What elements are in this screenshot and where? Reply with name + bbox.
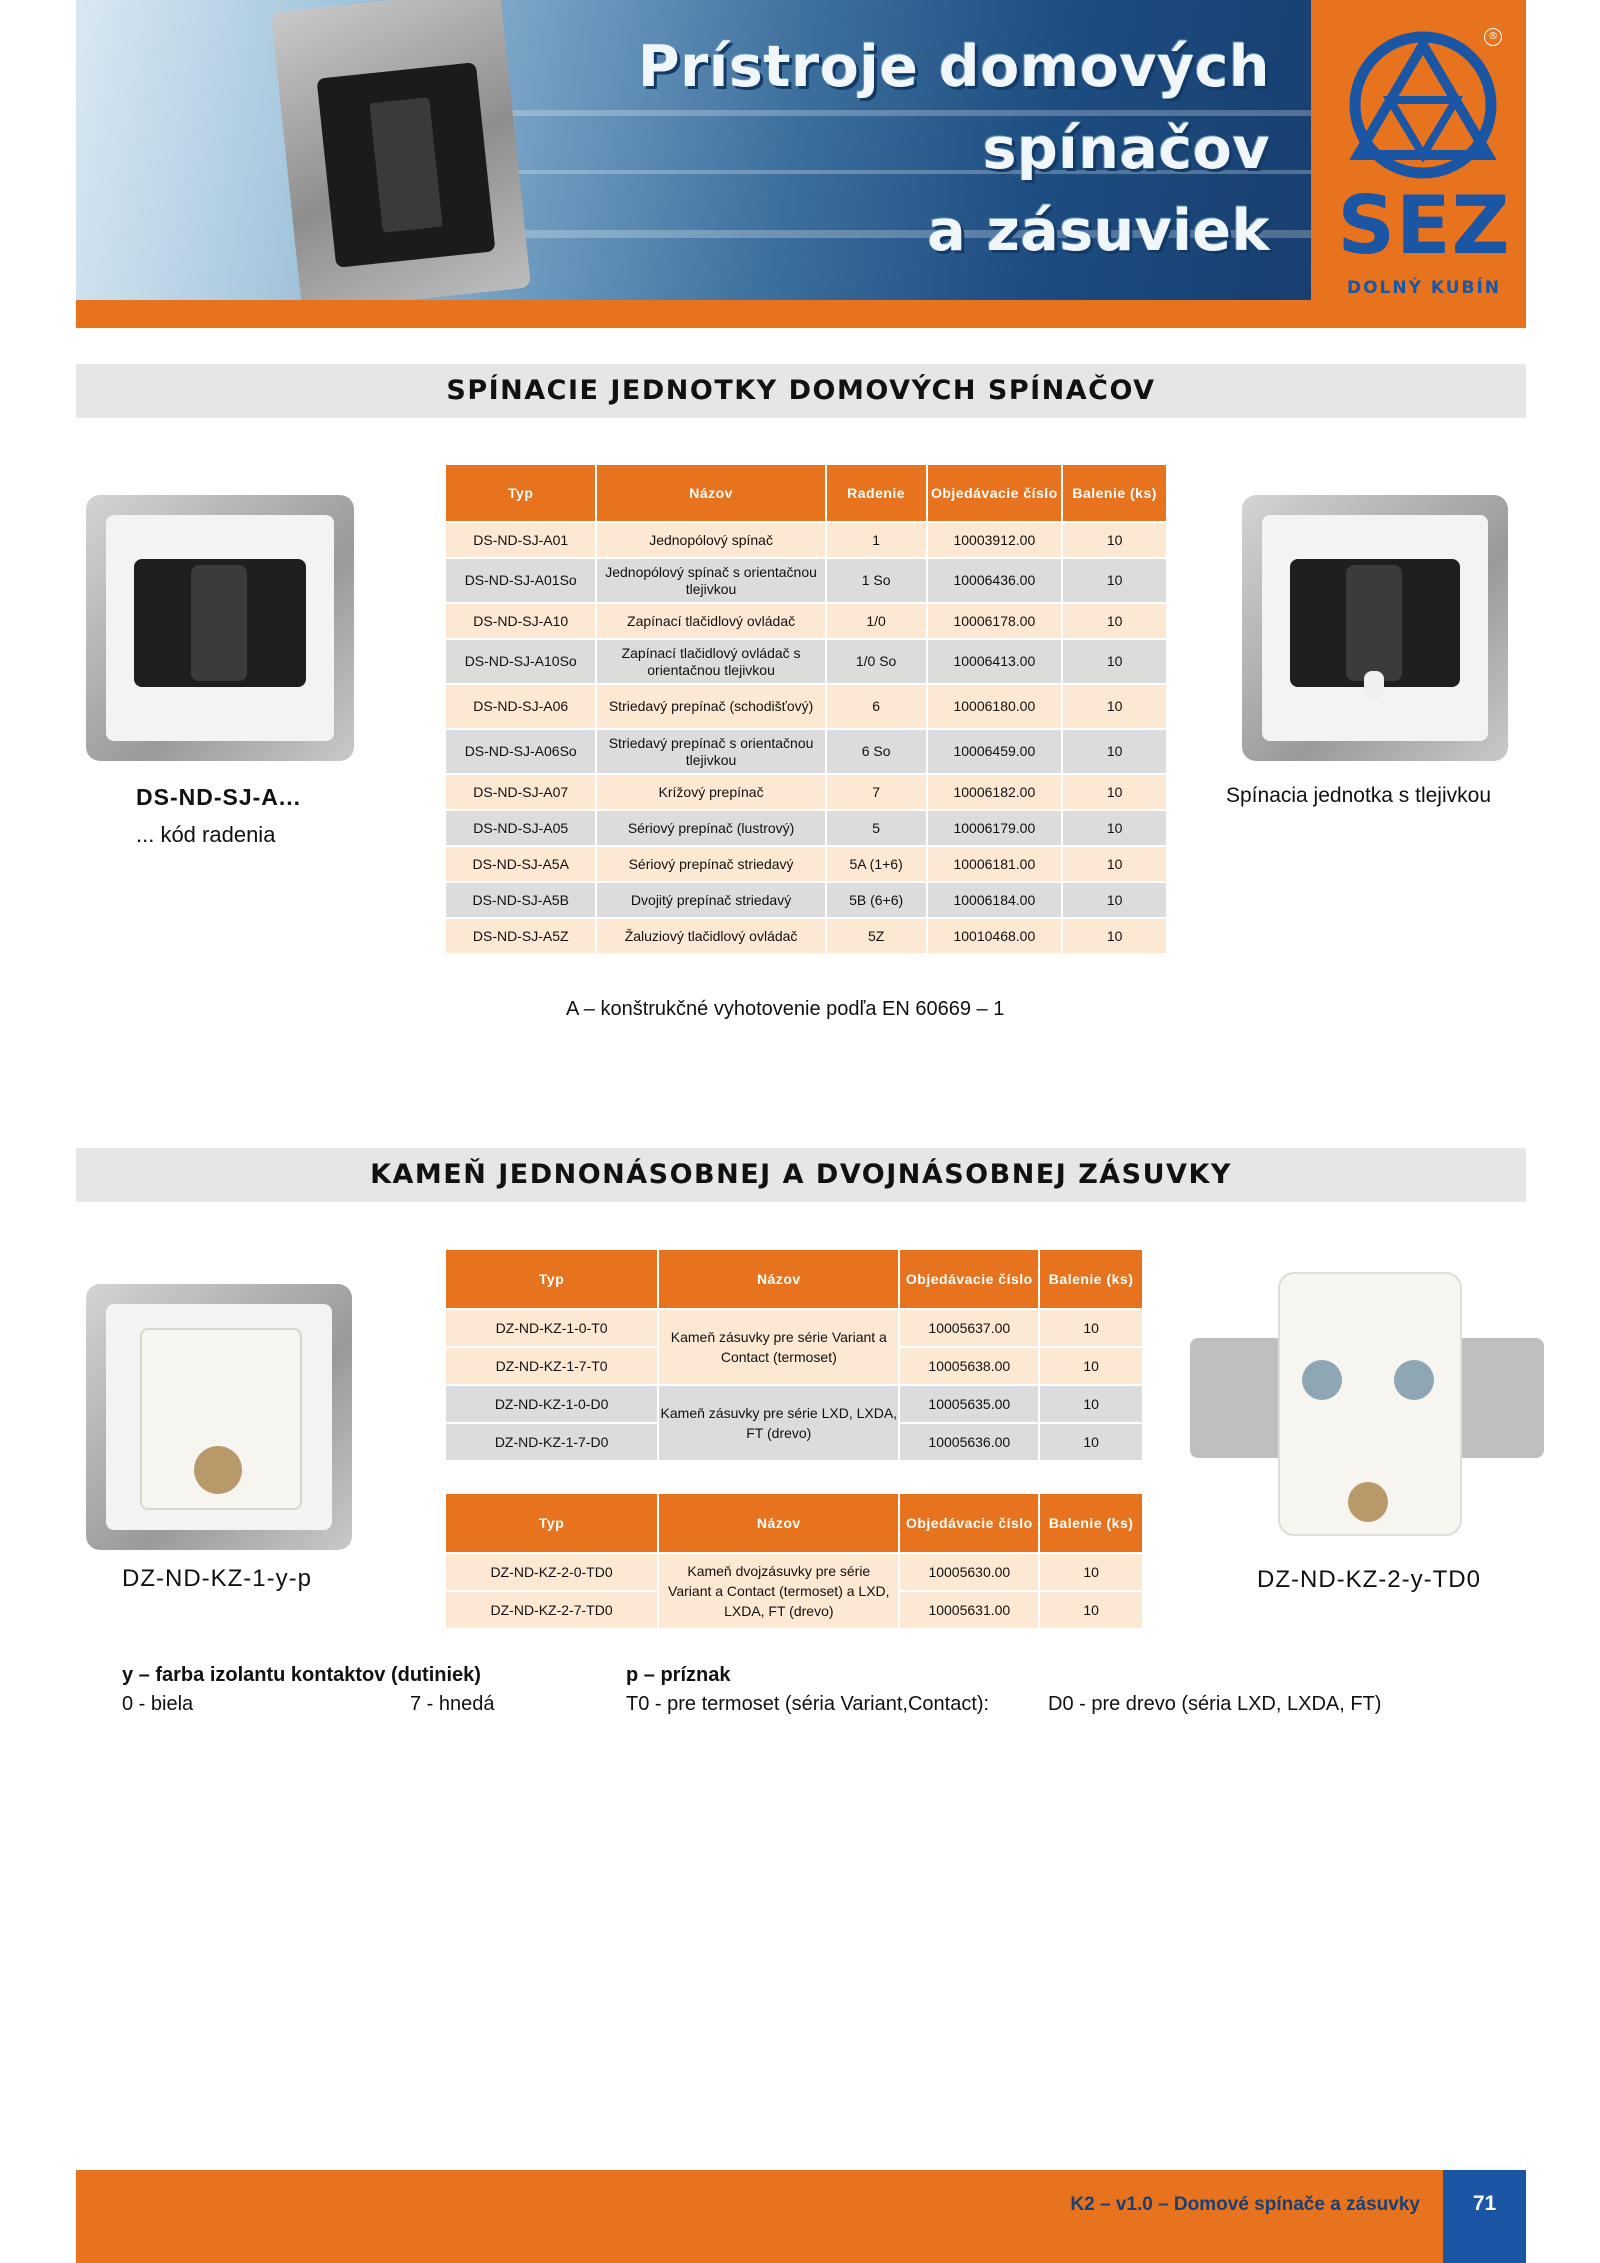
radenie-cell: 7 xyxy=(826,774,927,810)
typ-cell: DS-ND-SJ-A5B xyxy=(445,882,596,918)
cislo-cell: 10005638.00 xyxy=(899,1347,1039,1385)
col-header-cislo: Objedávacie číslo xyxy=(899,1249,1039,1309)
cislo-cell: 10006436.00 xyxy=(927,558,1063,603)
nazov-cell: Krížový prepínač xyxy=(596,774,825,810)
nazov-cell: Kameň dvojzásuvky pre série Variant a Contact (termoset) a LXD, LXDA, FT (drevo) xyxy=(658,1553,899,1629)
radenie-cell: 1 So xyxy=(826,558,927,603)
typ-cell: DS-ND-SJ-A5A xyxy=(445,846,596,882)
col-header-typ: Typ xyxy=(445,464,596,522)
balenie-cell: 10 xyxy=(1062,522,1167,558)
double-socket-photo xyxy=(1190,1252,1544,1542)
title-line-2: spínačov xyxy=(982,116,1270,182)
cislo-cell: 10005636.00 xyxy=(899,1423,1039,1461)
radenie-cell: 5Z xyxy=(826,918,927,954)
legend-y-title: y – farba izolantu kontaktov (dutiniek) xyxy=(122,1664,481,1686)
col-header-cislo: Objedávacie číslo xyxy=(927,464,1063,522)
typ-cell: DZ-ND-KZ-1-0-D0 xyxy=(445,1385,658,1423)
legend-y-7: 7 - hnedá xyxy=(410,1693,495,1715)
balenie-cell: 10 xyxy=(1039,1309,1143,1347)
typ-cell: DZ-ND-KZ-2-7-TD0 xyxy=(445,1591,658,1629)
col-header-nazov: Názov xyxy=(658,1493,899,1553)
table-row xyxy=(445,882,1167,918)
section-heading-socket-stones: KAMEŇ JEDNONÁSOBNEJ A DVOJNÁSOBNEJ ZÁSUVKY xyxy=(76,1148,1526,1202)
typ-cell: DZ-ND-KZ-2-0-TD0 xyxy=(445,1553,658,1591)
cislo-cell: 10005630.00 xyxy=(899,1553,1039,1591)
title-line-1: Prístroje domových xyxy=(637,34,1270,100)
footer-text: K2 – v1.0 – Domové spínače a zásuvky xyxy=(1070,2194,1420,2215)
table-row xyxy=(445,639,1167,684)
radenie-cell: 6 So xyxy=(826,729,927,774)
cislo-cell: 10010468.00 xyxy=(927,918,1063,954)
balenie-cell: 10 xyxy=(1062,774,1167,810)
cislo-cell: 10006459.00 xyxy=(927,729,1063,774)
typ-cell: DS-ND-SJ-A07 xyxy=(445,774,596,810)
typ-cell: DS-ND-SJ-A01 xyxy=(445,522,596,558)
nazov-cell: Striedavý prepínač s orientačnou tlejivkou xyxy=(596,729,825,774)
radenie-cell: 1/0 xyxy=(826,603,927,639)
typ-cell: DS-ND-SJ-A05 xyxy=(445,810,596,846)
table-row xyxy=(445,684,1167,729)
col-header-balenie: Balenie (ks) xyxy=(1039,1493,1143,1553)
single-socket-table xyxy=(444,1248,1144,1462)
legend-p-d0: D0 - pre drevo (séria LXD, LXDA, FT) xyxy=(1048,1693,1382,1715)
typ-cell: DS-ND-SJ-A10So xyxy=(445,639,596,684)
col-header-nazov: Názov xyxy=(596,464,825,522)
cislo-cell: 10006179.00 xyxy=(927,810,1063,846)
cislo-cell: 10005631.00 xyxy=(899,1591,1039,1629)
table-row xyxy=(445,810,1167,846)
balenie-cell: 10 xyxy=(1039,1385,1143,1423)
col-header-balenie: Balenie (ks) xyxy=(1039,1249,1143,1309)
col-header-typ: Typ xyxy=(445,1493,658,1553)
logo-subtitle: DOLNÝ KUBÍN xyxy=(1346,278,1502,298)
balenie-cell: 10 xyxy=(1062,918,1167,954)
balenie-cell: 10 xyxy=(1062,810,1167,846)
balenie-cell: 10 xyxy=(1039,1347,1143,1385)
legend-p-title: p – príznak xyxy=(626,1664,731,1686)
balenie-cell: 10 xyxy=(1062,684,1167,729)
standard-note: A – konštrukčné vyhotovenie podľa EN 60669 – 1 xyxy=(566,998,1005,1020)
table-row xyxy=(445,846,1167,882)
cislo-cell: 10006182.00 xyxy=(927,774,1063,810)
balenie-cell: 10 xyxy=(1039,1591,1143,1629)
legend-y-0: 0 - biela xyxy=(122,1693,194,1715)
typ-cell: DZ-ND-KZ-1-7-D0 xyxy=(445,1423,658,1461)
col-header-radenie: Radenie xyxy=(826,464,927,522)
radenie-cell: 1/0 So xyxy=(826,639,927,684)
nazov-cell: Dvojitý prepínač striedavý xyxy=(596,882,825,918)
balenie-cell: 10 xyxy=(1039,1423,1143,1461)
radenie-cell: 6 xyxy=(826,684,927,729)
nazov-cell: Sériový prepínač striedavý xyxy=(596,846,825,882)
col-header-typ: Typ xyxy=(445,1249,658,1309)
typ-cell: DS-ND-SJ-A5Z xyxy=(445,918,596,954)
cislo-cell: 10003912.00 xyxy=(927,522,1063,558)
cislo-cell: 10006413.00 xyxy=(927,639,1063,684)
balenie-cell: 10 xyxy=(1062,729,1167,774)
col-header-balenie: Balenie (ks) xyxy=(1062,464,1167,522)
registered-mark: ® xyxy=(1484,28,1502,46)
balenie-cell: 10 xyxy=(1039,1553,1143,1591)
nazov-cell: Zapínací tlačidlový ovládač s orientačnou tlejivkou xyxy=(596,639,825,684)
page-number-box xyxy=(1443,2170,1526,2263)
cislo-cell: 10006180.00 xyxy=(927,684,1063,729)
col-header-cislo: Objedávacie číslo xyxy=(899,1493,1039,1553)
nazov-cell: Jednopólový spínač s orientačnou tlejivkou xyxy=(596,558,825,603)
switch-unit-photo xyxy=(86,495,354,761)
title-line-3: a zásuviek xyxy=(927,198,1270,264)
balenie-cell: 10 xyxy=(1062,639,1167,684)
balenie-cell: 10 xyxy=(1062,882,1167,918)
cislo-cell: 10006184.00 xyxy=(927,882,1063,918)
section-heading-switch-units: SPÍNACIE JEDNOTKY DOMOVÝCH SPÍNAČOV xyxy=(76,364,1526,418)
balenie-cell: 10 xyxy=(1062,846,1167,882)
double-socket-table xyxy=(444,1492,1144,1630)
radenie-cell: 5B (6+6) xyxy=(826,882,927,918)
nazov-cell: Jednopólový spínač xyxy=(596,522,825,558)
typ-cell: DZ-ND-KZ-1-0-T0 xyxy=(445,1309,658,1347)
typ-cell: DZ-ND-KZ-1-7-T0 xyxy=(445,1347,658,1385)
balenie-cell: 10 xyxy=(1062,603,1167,639)
cislo-cell: 10005635.00 xyxy=(899,1385,1039,1423)
nazov-cell: Sériový prepínač (lustrový) xyxy=(596,810,825,846)
typ-cell: DS-ND-SJ-A01So xyxy=(445,558,596,603)
table-row xyxy=(445,603,1167,639)
table-row xyxy=(445,729,1167,774)
cislo-cell: 10005637.00 xyxy=(899,1309,1039,1347)
typ-cell: DS-ND-SJ-A06 xyxy=(445,684,596,729)
footer-bar xyxy=(76,2170,1526,2263)
nazov-cell: Striedavý prepínač (schodišťový) xyxy=(596,684,825,729)
nazov-cell: Kameň zásuvky pre série Variant a Contact (termoset) xyxy=(658,1309,899,1385)
balenie-cell: 10 xyxy=(1062,558,1167,603)
nazov-cell: Kameň zásuvky pre série LXD, LXDA, FT (drevo) xyxy=(658,1385,899,1461)
single-socket-code: DZ-ND-KZ-1-y-p xyxy=(122,1565,312,1592)
single-socket-photo xyxy=(86,1284,352,1550)
radenie-cell: 1 xyxy=(826,522,927,558)
table-row xyxy=(445,918,1167,954)
page-title xyxy=(638,26,1270,272)
cislo-cell: 10006181.00 xyxy=(927,846,1063,882)
cislo-cell: 10006178.00 xyxy=(927,603,1063,639)
typ-cell: DS-ND-SJ-A06So xyxy=(445,729,596,774)
logo-word: SEZ xyxy=(1337,179,1511,272)
switch-code: DS-ND-SJ-A... xyxy=(136,784,302,810)
switch-units-table xyxy=(444,463,1168,955)
page-number: 71 xyxy=(1472,2192,1497,2215)
sez-logo-icon xyxy=(1340,30,1506,180)
nazov-cell: Žaluziový tlačidlový ovládač xyxy=(596,918,825,954)
switch-unit-neon-photo xyxy=(1242,495,1508,761)
legend-p-t0: T0 - pre termoset (séria Variant,Contact): xyxy=(626,1693,990,1715)
table-row xyxy=(445,774,1167,810)
col-header-nazov: Názov xyxy=(658,1249,899,1309)
radenie-cell: 5 xyxy=(826,810,927,846)
switch-code-subtitle: ... kód radenia xyxy=(136,822,276,847)
radenie-cell: 5A (1+6) xyxy=(826,846,927,882)
nazov-cell: Zapínací tlačidlový ovládač xyxy=(596,603,825,639)
double-socket-code: DZ-ND-KZ-2-y-TD0 xyxy=(1257,1566,1481,1593)
switch-neon-caption: Spínacia jednotka s tlejivkou xyxy=(1226,784,1491,807)
typ-cell: DS-ND-SJ-A10 xyxy=(445,603,596,639)
table-row xyxy=(445,558,1167,603)
table-row xyxy=(445,522,1167,558)
